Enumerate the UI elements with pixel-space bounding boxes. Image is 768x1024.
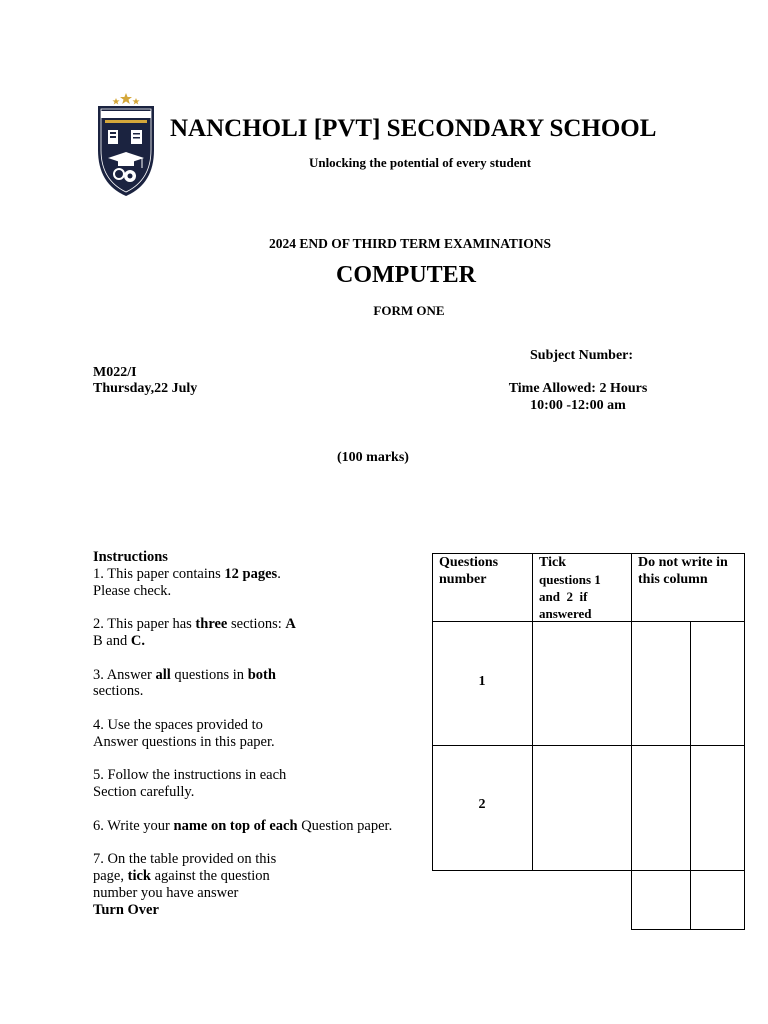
tick-cell-question-2[interactable] — [533, 746, 631, 870]
table-col-divider — [690, 621, 691, 930]
instruction-text: sections: — [227, 616, 286, 633]
instruction-emphasis: both — [247, 666, 276, 683]
instruction-3-cont: sections. — [93, 683, 144, 700]
instruction-5-cont: Section carefully. — [93, 784, 195, 801]
instruction-emphasis: 12 pages — [224, 565, 278, 582]
header-text: Tick — [539, 555, 566, 570]
table-row-divider — [432, 870, 745, 871]
form-level: FORM ONE — [373, 303, 445, 318]
question-number-1: 1 — [478, 674, 486, 689]
instruction-text: Question paper. — [297, 817, 393, 834]
instruction-emphasis: tick — [127, 868, 151, 885]
header-text: questions 1 — [539, 572, 601, 587]
instruction-5: 5. Follow the instructions in each — [93, 767, 287, 784]
instruction-7-cont — [93, 868, 433, 885]
instruction-text: 6. Write your — [93, 817, 174, 834]
instruction-text: 3. Answer — [93, 666, 156, 683]
instruction-2 — [93, 616, 433, 633]
instruction-text: 2. This paper has — [93, 616, 196, 633]
instruction-emphasis: three — [195, 616, 228, 633]
instruction-text: page, — [93, 868, 128, 885]
header-text: number — [439, 571, 487, 587]
school-crest-logo — [95, 92, 157, 198]
instruction-1 — [93, 566, 433, 583]
header-text: answered — [539, 606, 592, 621]
instruction-3 — [93, 667, 433, 684]
exam-date: Thursday,22 July — [93, 381, 198, 396]
instruction-text: B and — [93, 632, 131, 649]
instruction-2-cont — [93, 633, 433, 650]
instruction-emphasis: name on top of each — [173, 817, 298, 834]
instruction-emphasis: C. — [130, 632, 145, 649]
turn-over-note: Turn Over — [93, 901, 159, 918]
instruction-text: 1. This paper contains — [93, 565, 225, 582]
table-border-top — [432, 553, 745, 554]
instruction-text: questions in — [170, 666, 248, 683]
header-questions-number — [439, 555, 498, 588]
paper-code: M022/I — [93, 365, 137, 380]
instructions-block — [93, 549, 433, 919]
instruction-7-cont2: number you have answer — [93, 884, 239, 901]
instruction-4-cont: Answer questions in this paper. — [93, 733, 275, 750]
exam-title: 2024 END OF THIRD TERM EXAMINATIONS — [269, 236, 551, 251]
table-border-bottom — [631, 929, 745, 930]
instruction-4: 4. Use the spaces provided to — [93, 716, 263, 733]
instructions-heading: Instructions — [93, 549, 168, 565]
instruction-7: 7. On the table provided on this — [93, 851, 277, 868]
header-do-not-write — [638, 555, 728, 588]
time-range: 10:00 -12:00 am — [530, 398, 626, 413]
instruction-6 — [93, 818, 433, 835]
instruction-1-cont: Please check. — [93, 582, 172, 599]
table-border-right — [744, 553, 745, 930]
subject-title: COMPUTER — [336, 262, 476, 288]
subject-number-label: Subject Number: — [530, 348, 634, 363]
time-allowed: Time Allowed: 2 Hours — [508, 381, 648, 396]
instruction-text: against the question — [150, 868, 270, 885]
header-text: Questions — [439, 555, 499, 570]
school-motto: Unlocking the potential of every student — [308, 155, 532, 170]
school-name: NANCHOLI [PVT] SECONDARY SCHOOL — [170, 115, 657, 142]
tick-cell-question-1[interactable] — [533, 622, 631, 745]
instruction-text: . — [277, 565, 281, 582]
header-tick-detail — [539, 571, 601, 622]
header-tick — [539, 555, 566, 572]
instruction-emphasis: A — [285, 616, 296, 633]
question-number-2: 2 — [478, 797, 486, 812]
table-col-divider — [631, 553, 632, 930]
header-text: Do not write in — [638, 555, 728, 570]
header-text: this column — [638, 571, 708, 587]
total-marks: (100 marks) — [337, 450, 409, 465]
instruction-emphasis: all — [155, 666, 171, 683]
header-text: and 2 if — [539, 589, 588, 604]
table-border-left — [432, 553, 433, 871]
